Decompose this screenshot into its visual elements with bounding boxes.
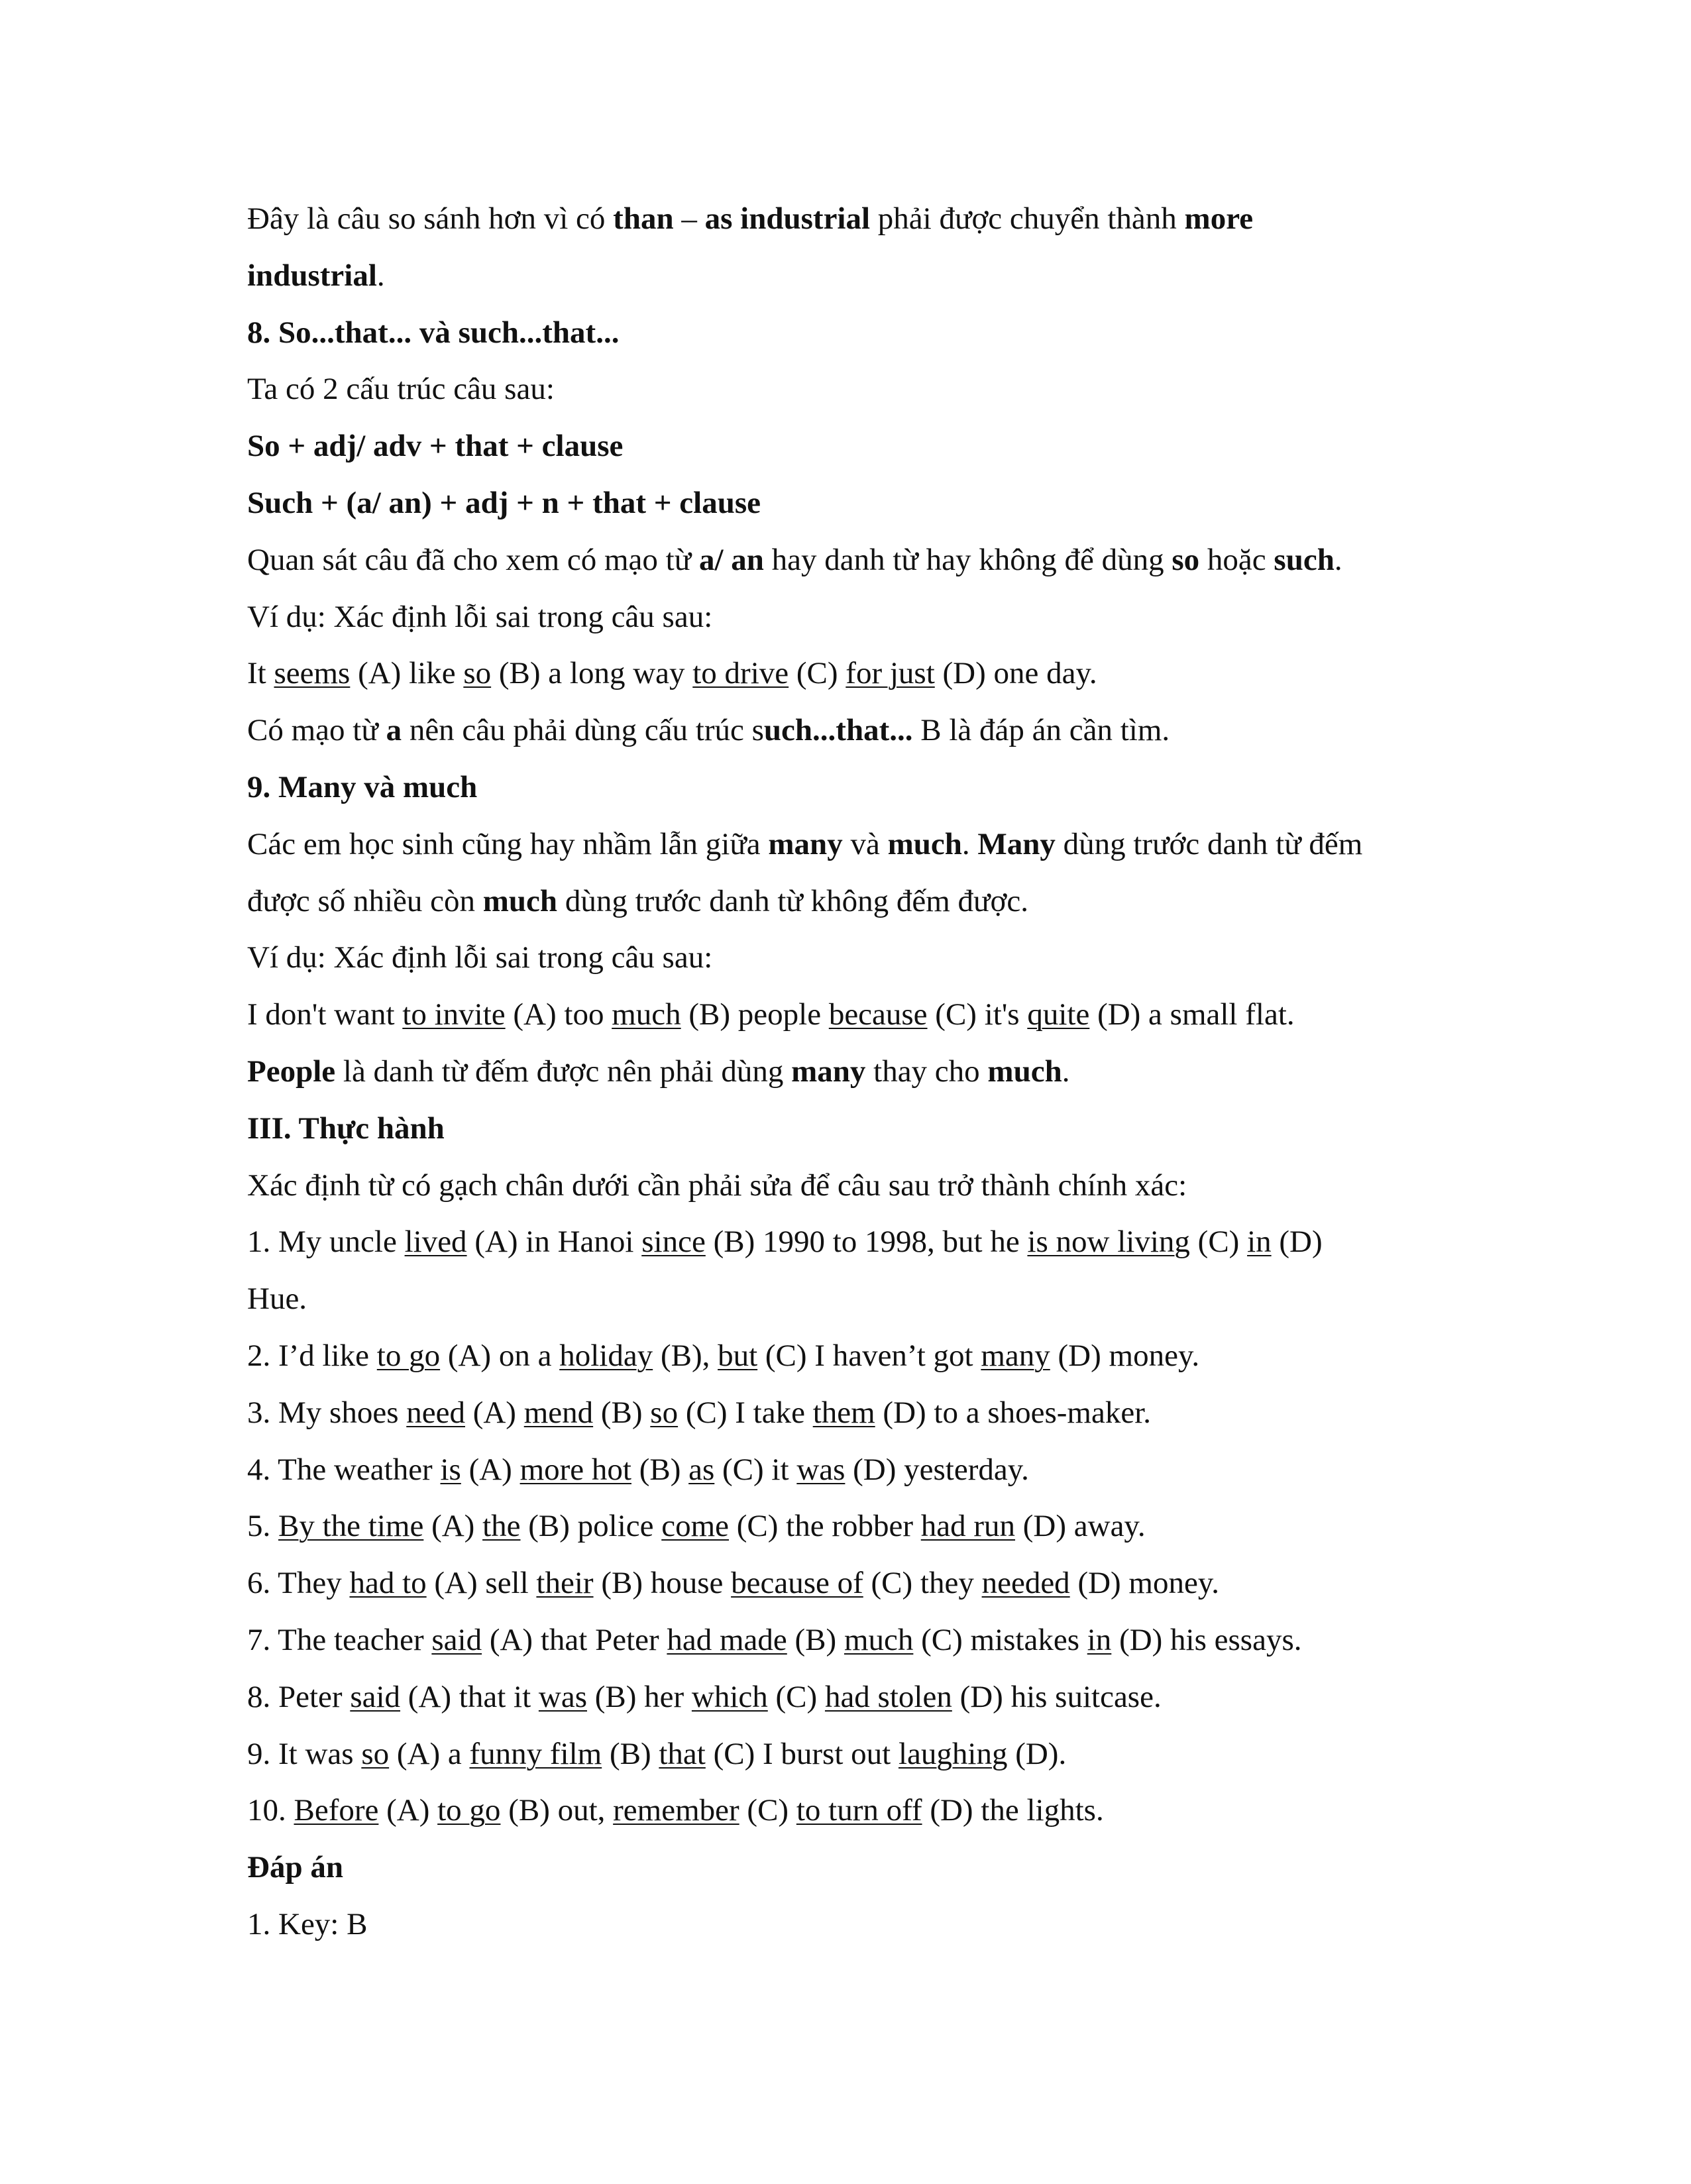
text-segment: (B): [593, 1395, 651, 1430]
paragraph-line: [247, 597, 712, 637]
text-segment: (D) money.: [1069, 1566, 1220, 1601]
text-segment: hay danh từ hay không để dùng: [763, 542, 1172, 577]
text-segment: Có mạo từ: [247, 713, 386, 748]
section-heading: [247, 1109, 445, 1148]
text-segment: (B) police: [520, 1509, 662, 1544]
text-segment: hoặc: [1199, 542, 1274, 577]
underlined-option: was: [538, 1679, 587, 1714]
formula-line: [247, 426, 623, 466]
text-segment: Ví dụ: Xác định lỗi sai trong câu sau:: [247, 940, 713, 975]
exercise-line: [247, 1222, 1323, 1262]
text-segment: (D) the lights.: [922, 1793, 1104, 1828]
underlined-option: holiday: [559, 1338, 653, 1373]
text-segment: (A): [423, 1509, 483, 1544]
text-segment: 10.: [247, 1793, 294, 1828]
underlined-option: seems: [274, 656, 351, 691]
underlined-option: but: [718, 1338, 758, 1373]
text-segment: (C) the robber: [729, 1509, 921, 1544]
bold-text: so: [1172, 542, 1200, 577]
text-segment: (A) a: [389, 1736, 470, 1771]
underlined-option: to drive: [692, 656, 789, 691]
exercise-line: [247, 1620, 1302, 1660]
text-segment: (C) they: [863, 1566, 982, 1601]
text-segment: 3. My shoes: [247, 1395, 407, 1430]
text-segment: thay cho: [865, 1054, 988, 1089]
underlined-option: since: [641, 1225, 706, 1260]
text-segment: (C) I burst out: [705, 1736, 899, 1771]
text-segment: (C): [789, 656, 846, 691]
text-segment: Các em học sinh cũng hay nhầm lẫn giữa: [247, 826, 769, 861]
text-segment: được số nhiều còn: [247, 883, 483, 918]
bold-text: People: [247, 1054, 336, 1089]
underlined-option: that: [659, 1736, 706, 1771]
text-segment: (C) it's: [927, 997, 1028, 1032]
bold-text: as industrial: [704, 201, 871, 236]
bold-text: 9. Many và much: [247, 770, 478, 804]
text-segment: 2. I’d like: [247, 1338, 377, 1373]
text-segment: (B) out,: [500, 1793, 614, 1828]
paragraph-line: [247, 1166, 1187, 1205]
text-segment: Hue.: [247, 1282, 307, 1317]
underlined-option: the: [482, 1509, 521, 1544]
text-segment: –: [673, 201, 705, 236]
text-segment: (D) yesterday.: [845, 1452, 1029, 1487]
bold-text: a/ an: [698, 542, 764, 577]
text-segment: phải được chuyển thành: [870, 201, 1185, 236]
bold-text: many: [791, 1054, 866, 1089]
underlined-option: in: [1247, 1225, 1272, 1260]
text-segment: Ví dụ: Xác định lỗi sai trong câu sau:: [247, 599, 713, 634]
text-segment: (A) too: [505, 997, 612, 1032]
paragraph-line: [247, 199, 1253, 239]
paragraph-line: [247, 256, 385, 296]
example-sentence: [247, 653, 1097, 693]
text-segment: (D) to a shoes-maker.: [875, 1395, 1152, 1430]
paragraph-line: [247, 1052, 1069, 1091]
text-segment: (B): [631, 1452, 689, 1487]
bold-text: Many: [977, 826, 1056, 861]
text-segment: (D) his essays.: [1111, 1623, 1302, 1657]
text-segment: .: [961, 826, 978, 861]
text-segment: (B) a long way: [491, 656, 693, 691]
underlined-option: lived: [404, 1225, 467, 1260]
underlined-option: much: [844, 1623, 914, 1657]
underlined-option: which: [691, 1679, 768, 1714]
underlined-option: laughing: [898, 1736, 1008, 1771]
text-segment: (D).: [1007, 1736, 1067, 1771]
underlined-option: so: [463, 656, 492, 691]
underlined-option: said: [431, 1623, 482, 1657]
text-segment: (B): [787, 1623, 844, 1657]
text-segment: (D) his suitcase.: [952, 1679, 1162, 1714]
text-segment: .: [1062, 1054, 1070, 1089]
section-heading: [247, 1847, 343, 1887]
underlined-option: was: [796, 1452, 846, 1487]
underlined-option: mend: [523, 1395, 594, 1430]
underlined-option: to go: [437, 1793, 501, 1828]
underlined-option: to go: [376, 1338, 441, 1373]
underlined-option: quite: [1027, 997, 1090, 1032]
underlined-option: need: [406, 1395, 465, 1430]
underlined-option: had made: [667, 1623, 787, 1657]
text-segment: (B) people: [681, 997, 829, 1032]
underlined-option: to invite: [402, 997, 506, 1032]
underlined-option: is now living: [1027, 1225, 1190, 1260]
text-segment: Xác định từ có gạch chân dưới cần phải sửa để câu sau trở thành chính xác:: [247, 1168, 1187, 1203]
answer-line: [247, 1904, 367, 1944]
text-segment: B là đáp án cần tìm.: [912, 713, 1170, 748]
underlined-option: needed: [981, 1566, 1070, 1601]
paragraph-line: [247, 710, 1170, 750]
underlined-option: more hot: [519, 1452, 631, 1487]
underlined-option: so: [650, 1395, 679, 1430]
text-segment: (A) like: [350, 656, 464, 691]
formula-line: [247, 483, 761, 523]
text-segment: (A): [464, 1395, 524, 1430]
exercise-line: [247, 1279, 307, 1319]
text-segment: (B): [602, 1736, 659, 1771]
bold-text: many: [768, 826, 843, 861]
exercise-line: [247, 1450, 1029, 1490]
text-segment: (A): [461, 1452, 520, 1487]
section-heading: [247, 767, 477, 807]
text-segment: (D) money.: [1050, 1338, 1200, 1373]
exercise-line: [247, 1734, 1066, 1774]
bold-text: such: [1274, 542, 1335, 577]
underlined-option: because of: [731, 1566, 863, 1601]
text-segment: (D): [1271, 1225, 1323, 1260]
underlined-option: their: [536, 1566, 594, 1601]
bold-text: more: [1184, 201, 1254, 236]
underlined-option: many: [981, 1338, 1050, 1373]
text-segment: .: [1334, 542, 1342, 577]
exercise-line: [247, 1563, 1219, 1603]
text-segment: (B) her: [586, 1679, 692, 1714]
text-segment: là danh từ đếm được nên phải dùng: [335, 1054, 792, 1089]
text-segment: (A) in Hanoi: [466, 1225, 642, 1260]
text-segment: (A) that it: [400, 1679, 539, 1714]
text-segment: (A) on a: [440, 1338, 560, 1373]
underlined-option: had to: [349, 1566, 427, 1601]
underlined-option: to turn off: [796, 1793, 922, 1828]
underlined-option: so: [361, 1736, 390, 1771]
text-segment: (C): [767, 1679, 825, 1714]
text-segment: 8. Peter: [247, 1679, 351, 1714]
text-segment: 7. The teacher: [247, 1623, 432, 1657]
paragraph-line: [247, 938, 712, 977]
bold-text: 8. So...that... và such...that...: [247, 315, 620, 350]
bold-text: much: [887, 826, 962, 861]
underlined-option: funny film: [469, 1736, 602, 1771]
text-segment: (D) one day.: [934, 656, 1097, 691]
bold-text: uch...that...: [763, 713, 913, 748]
text-segment: 5.: [247, 1509, 278, 1544]
exercise-line: [247, 1336, 1199, 1376]
exercise-line: [247, 1677, 1162, 1717]
underlined-option: come: [661, 1509, 730, 1544]
text-segment: (C): [1189, 1225, 1248, 1260]
text-segment: dùng trước danh từ đếm: [1055, 826, 1363, 861]
text-segment: Ta có 2 cấu trúc câu sau:: [247, 372, 555, 407]
underlined-option: as: [688, 1452, 715, 1487]
exercise-line: [247, 1506, 1146, 1546]
underlined-option: By the time: [278, 1509, 424, 1544]
text-segment: Quan sát câu đã cho xem có mạo từ: [247, 542, 699, 577]
text-segment: 1. Key: B: [247, 1907, 368, 1941]
paragraph-line: [247, 540, 1342, 580]
bold-text: much: [482, 883, 558, 918]
underlined-option: in: [1087, 1623, 1112, 1657]
text-segment: (A): [378, 1793, 438, 1828]
underlined-option: because: [828, 997, 928, 1032]
paragraph-line: [247, 369, 555, 409]
text-segment: Đây là câu so sánh hơn vì có: [247, 201, 614, 236]
underlined-option: said: [350, 1679, 401, 1714]
text-segment: (C) mistakes: [913, 1623, 1087, 1657]
underlined-option: for just: [846, 656, 935, 691]
text-segment: I don't want: [247, 997, 403, 1032]
underlined-option: is: [440, 1452, 461, 1487]
bold-text: So + adj/ adv + that + clause: [247, 429, 624, 464]
underlined-option: Before: [294, 1793, 379, 1828]
text-segment: (B) house: [593, 1566, 732, 1601]
paragraph-line: [247, 881, 1028, 921]
text-segment: (A) that Peter: [482, 1623, 667, 1657]
bold-text: III. Thực hành: [247, 1111, 445, 1146]
text-segment: dùng trước danh từ không đếm được.: [557, 883, 1028, 918]
underlined-option: much: [612, 997, 681, 1032]
underlined-option: had stolen: [824, 1679, 952, 1714]
bold-text: a: [386, 713, 402, 748]
text-segment: 1. My uncle: [247, 1225, 405, 1260]
text-segment: (C) I take: [678, 1395, 813, 1430]
exercise-line: [247, 1393, 1151, 1433]
text-segment: nên câu phải dùng cấu trúc s: [402, 713, 764, 748]
underlined-option: had run: [920, 1509, 1016, 1544]
text-segment: 9. It was: [247, 1736, 362, 1771]
text-segment: (C) it: [714, 1452, 797, 1487]
bold-text: than: [613, 201, 674, 236]
paragraph-line: [247, 824, 1362, 864]
text-segment: (A) sell: [426, 1566, 537, 1601]
text-segment: 6. They: [247, 1566, 350, 1601]
text-segment: (C) I haven’t got: [757, 1338, 981, 1373]
text-segment: và: [842, 826, 888, 861]
text-segment: 4. The weather: [247, 1452, 441, 1487]
bold-text: Such + (a/ an) + adj + n + that + clause: [247, 486, 761, 520]
text-segment: (D) away.: [1015, 1509, 1146, 1544]
text-segment: It: [247, 656, 274, 691]
text-segment: (B) 1990 to 1998, but he: [705, 1225, 1028, 1260]
text-segment: (D) a small flat.: [1089, 997, 1295, 1032]
section-heading: [247, 313, 619, 353]
bold-text: industrial: [247, 258, 377, 293]
underlined-option: them: [812, 1395, 875, 1430]
example-sentence: [247, 995, 1295, 1034]
underlined-option: remember: [613, 1793, 739, 1828]
bold-text: much: [987, 1054, 1062, 1089]
exercise-line: [247, 1790, 1104, 1830]
text-segment: .: [376, 258, 385, 293]
text-segment: (C): [739, 1793, 796, 1828]
text-segment: (B),: [653, 1338, 718, 1373]
bold-text: Đáp án: [247, 1850, 343, 1885]
